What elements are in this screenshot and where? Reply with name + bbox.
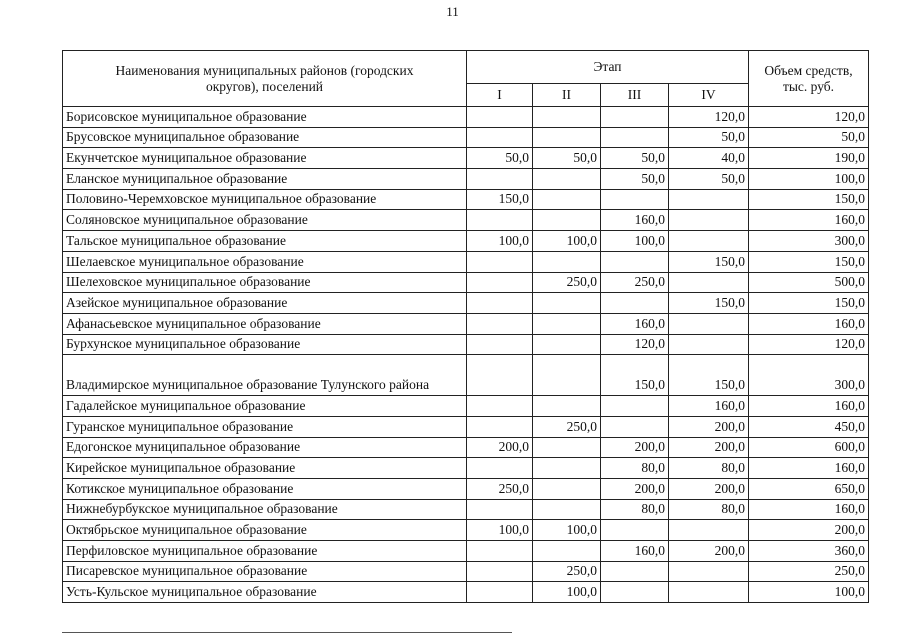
stage-iv-value	[669, 313, 749, 334]
stage-i-value: 150,0	[467, 189, 533, 210]
row-name: Владимирское муниципальное образование Тулунского района	[63, 355, 467, 396]
total-value: 600,0	[749, 437, 869, 458]
page-number: 11	[446, 4, 459, 19]
row-name: Усть-Кульское муниципальное образование	[63, 582, 467, 603]
stage-i-value	[467, 355, 533, 396]
row-name: Кирейское муниципальное образование	[63, 458, 467, 479]
stage-ii-value: 250,0	[533, 272, 601, 293]
total-value: 50,0	[749, 127, 869, 148]
row-name: Еланское муниципальное образование	[63, 169, 467, 190]
stage-i-value	[467, 127, 533, 148]
row-name: Октябрьское муниципальное образование	[63, 520, 467, 541]
total-value: 150,0	[749, 251, 869, 272]
row-name: Писаревское муниципальное образование	[63, 561, 467, 582]
stage-ii-value	[533, 169, 601, 190]
table-row	[63, 231, 869, 252]
header-stage-iv: IV	[669, 84, 749, 107]
row-name: Гуранское муниципальное образование	[63, 416, 467, 437]
stage-iii-value	[601, 396, 669, 417]
header-total-column: Объем средств, тыс. руб.	[749, 51, 869, 107]
stage-iv-value: 200,0	[669, 479, 749, 500]
stage-iii-value: 50,0	[601, 169, 669, 190]
table-row	[63, 272, 869, 293]
stage-iii-value	[601, 582, 669, 603]
table-row	[63, 127, 869, 148]
stage-i-value	[467, 293, 533, 314]
stage-i-value	[467, 499, 533, 520]
stage-iii-value	[601, 561, 669, 582]
table-row	[63, 479, 869, 500]
row-name: Брусовское муниципальное образование	[63, 127, 467, 148]
total-value: 150,0	[749, 293, 869, 314]
table-row	[63, 334, 869, 355]
stage-iii-value	[601, 293, 669, 314]
table-row	[63, 293, 869, 314]
stage-iv-value	[669, 334, 749, 355]
stage-ii-value	[533, 458, 601, 479]
total-value: 150,0	[749, 189, 869, 210]
stage-iii-value: 160,0	[601, 210, 669, 231]
total-value: 160,0	[749, 210, 869, 231]
stage-iii-value	[601, 251, 669, 272]
stage-iii-value: 80,0	[601, 499, 669, 520]
stage-i-value: 250,0	[467, 479, 533, 500]
stage-iii-value: 150,0	[601, 355, 669, 396]
stage-i-value	[467, 313, 533, 334]
table-row	[63, 169, 869, 190]
stage-iii-value: 250,0	[601, 272, 669, 293]
stage-ii-value	[533, 396, 601, 417]
total-value: 500,0	[749, 272, 869, 293]
row-name: Половино-Черемховское муниципальное образование	[63, 189, 467, 210]
stage-iv-value: 200,0	[669, 437, 749, 458]
stage-iii-value	[601, 107, 669, 128]
total-value: 120,0	[749, 107, 869, 128]
stage-iii-value	[601, 127, 669, 148]
stage-i-value	[467, 541, 533, 562]
stage-ii-value	[533, 210, 601, 231]
table-row	[63, 561, 869, 582]
table-row	[63, 437, 869, 458]
total-value: 250,0	[749, 561, 869, 582]
total-value: 650,0	[749, 479, 869, 500]
total-value: 300,0	[749, 231, 869, 252]
row-name: Котикское муниципальное образование	[63, 479, 467, 500]
stage-i-value	[467, 334, 533, 355]
stage-ii-value: 100,0	[533, 231, 601, 252]
stage-ii-value: 100,0	[533, 520, 601, 541]
total-value: 160,0	[749, 499, 869, 520]
stage-iv-value	[669, 561, 749, 582]
row-name: Бурхунское муниципальное образование	[63, 334, 467, 355]
stage-iv-value	[669, 582, 749, 603]
header-stage-ii: II	[533, 84, 601, 107]
stage-iv-value: 50,0	[669, 127, 749, 148]
footer-rule	[62, 632, 512, 633]
row-name: Едогонское муниципальное образование	[63, 437, 467, 458]
stage-iv-value: 160,0	[669, 396, 749, 417]
stage-i-value	[467, 251, 533, 272]
row-name: Азейское муниципальное образование	[63, 293, 467, 314]
stage-iii-value: 200,0	[601, 437, 669, 458]
table-row	[63, 107, 869, 128]
stage-i-value	[467, 561, 533, 582]
stage-i-value	[467, 272, 533, 293]
table-row	[63, 458, 869, 479]
stage-i-value: 50,0	[467, 148, 533, 169]
stage-iv-value: 200,0	[669, 416, 749, 437]
stage-ii-value	[533, 189, 601, 210]
stage-ii-value: 250,0	[533, 416, 601, 437]
stage-iv-value: 200,0	[669, 541, 749, 562]
table-row	[63, 582, 869, 603]
stage-iii-value: 100,0	[601, 231, 669, 252]
header-name-column: Наименования муниципальных районов (городских округов), поселений	[63, 51, 467, 107]
stage-ii-value	[533, 437, 601, 458]
table-row	[63, 251, 869, 272]
row-name: Соляновское муниципальное образование	[63, 210, 467, 231]
total-value: 160,0	[749, 313, 869, 334]
total-value: 100,0	[749, 582, 869, 603]
row-name: Екунчетское муниципальное образование	[63, 148, 467, 169]
stage-i-value	[467, 416, 533, 437]
stage-iv-value	[669, 231, 749, 252]
table-row	[63, 396, 869, 417]
stage-iv-value	[669, 189, 749, 210]
stage-ii-value	[533, 355, 601, 396]
row-name: Шелаевское муниципальное образование	[63, 251, 467, 272]
table-row	[63, 499, 869, 520]
stage-iv-value: 40,0	[669, 148, 749, 169]
stage-iv-value: 150,0	[669, 355, 749, 396]
stage-ii-value	[533, 541, 601, 562]
total-value: 200,0	[749, 520, 869, 541]
table-row	[63, 313, 869, 334]
stage-ii-value	[533, 293, 601, 314]
stage-ii-value	[533, 499, 601, 520]
stage-iii-value: 50,0	[601, 148, 669, 169]
stage-iv-value: 120,0	[669, 107, 749, 128]
total-value: 190,0	[749, 148, 869, 169]
stage-ii-value	[533, 479, 601, 500]
row-name: Шелеховское муниципальное образование	[63, 272, 467, 293]
stage-iii-value	[601, 520, 669, 541]
total-value: 160,0	[749, 396, 869, 417]
row-name: Афанасьевское муниципальное образование	[63, 313, 467, 334]
stage-i-value: 200,0	[467, 437, 533, 458]
table-row	[63, 520, 869, 541]
stage-i-value	[467, 169, 533, 190]
stage-ii-value: 250,0	[533, 561, 601, 582]
stage-ii-value: 50,0	[533, 148, 601, 169]
stage-iv-value: 150,0	[669, 293, 749, 314]
header-stage-i: I	[467, 84, 533, 107]
stage-ii-value	[533, 251, 601, 272]
stage-i-value	[467, 582, 533, 603]
total-value: 360,0	[749, 541, 869, 562]
row-name: Гадалейское муниципальное образование	[63, 396, 467, 417]
stage-i-value: 100,0	[467, 520, 533, 541]
stage-iv-value: 150,0	[669, 251, 749, 272]
stage-iv-value: 80,0	[669, 458, 749, 479]
funding-table	[62, 50, 869, 603]
header-stage-iii: III	[601, 84, 669, 107]
header-stage: Этап	[467, 51, 749, 84]
stage-ii-value: 100,0	[533, 582, 601, 603]
table-row	[63, 189, 869, 210]
stage-i-value	[467, 458, 533, 479]
stage-ii-value	[533, 127, 601, 148]
stage-iv-value	[669, 520, 749, 541]
stage-iii-value: 120,0	[601, 334, 669, 355]
stage-ii-value	[533, 313, 601, 334]
stage-iii-value: 200,0	[601, 479, 669, 500]
stage-iv-value: 50,0	[669, 169, 749, 190]
row-name: Нижнебурбукское муниципальное образование	[63, 499, 467, 520]
stage-iii-value: 160,0	[601, 313, 669, 334]
stage-ii-value	[533, 107, 601, 128]
total-value: 300,0	[749, 355, 869, 396]
total-value: 100,0	[749, 169, 869, 190]
row-name: Борисовское муниципальное образование	[63, 107, 467, 128]
stage-iv-value	[669, 272, 749, 293]
stage-iii-value	[601, 416, 669, 437]
stage-i-value	[467, 107, 533, 128]
stage-iii-value	[601, 189, 669, 210]
table-row	[63, 416, 869, 437]
stage-ii-value	[533, 334, 601, 355]
table-row	[63, 355, 869, 396]
total-value: 160,0	[749, 458, 869, 479]
stage-i-value	[467, 210, 533, 231]
table-row	[63, 148, 869, 169]
stage-iv-value: 80,0	[669, 499, 749, 520]
stage-iv-value	[669, 210, 749, 231]
total-value: 120,0	[749, 334, 869, 355]
row-name: Перфиловское муниципальное образование	[63, 541, 467, 562]
stage-i-value: 100,0	[467, 231, 533, 252]
stage-iii-value: 80,0	[601, 458, 669, 479]
stage-iii-value: 160,0	[601, 541, 669, 562]
row-name: Тальское муниципальное образование	[63, 231, 467, 252]
total-value: 450,0	[749, 416, 869, 437]
stage-i-value	[467, 396, 533, 417]
table-row	[63, 541, 869, 562]
table-row	[63, 210, 869, 231]
